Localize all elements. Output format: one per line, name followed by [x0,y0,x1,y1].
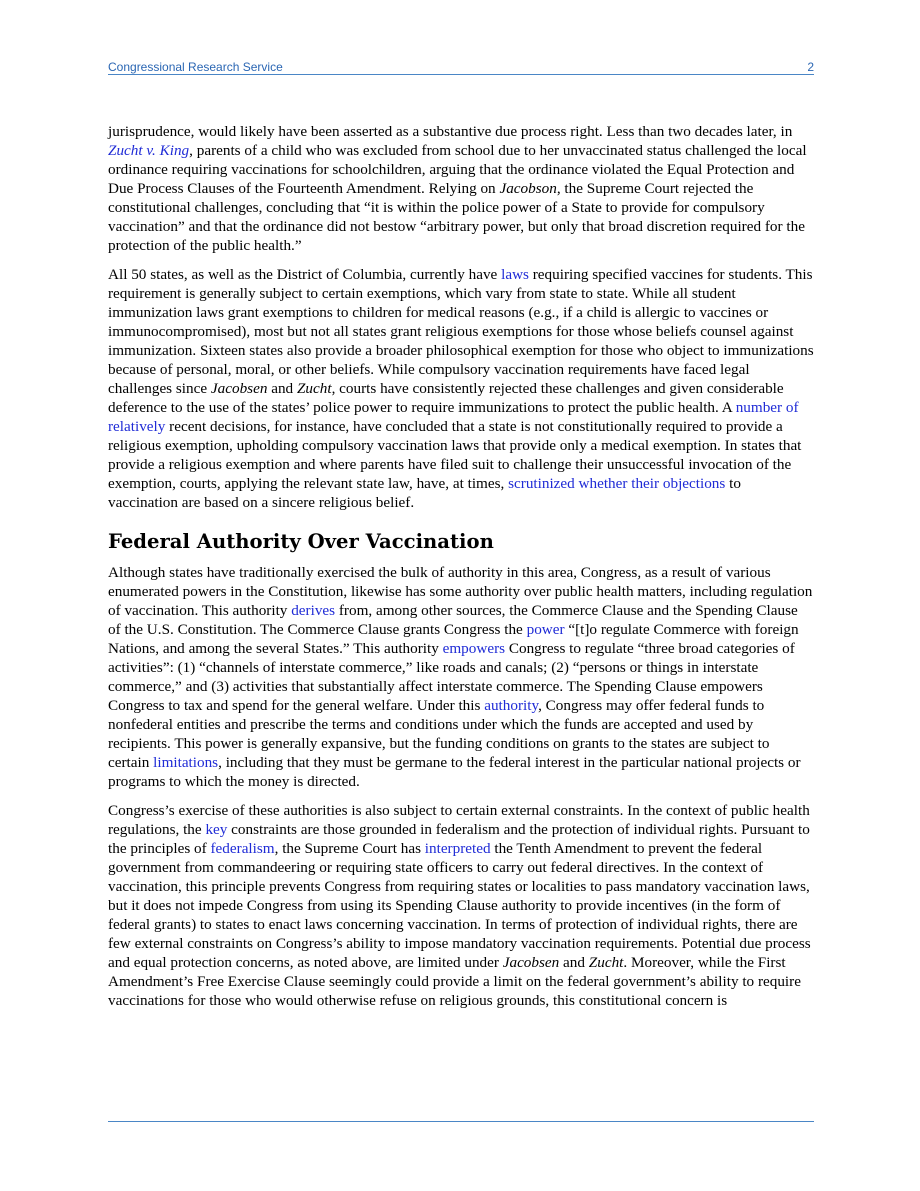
paragraph-state-laws: All 50 states, as well as the District of Columbia, currently have laws requiring specified vaccines for students. This requirement is generally subject to certain exemptions, which vary from state to state. While all student immunization laws grant exemptions to children for medical reasons (e.g., if a child is allergic to vaccines or immunocompromised), most but not all states grant religious exemptions for those whose beliefs counsel against immunization. Sixteen states also provide a broader philosophical exemption for those who object to immunizations because of personal, moral, or other beliefs. While compulsory vaccination requirements have faced legal challenges since Jacobsen and Zucht, courts have consistently rejected these challenges and given considerable deference to the use of the states’ police power to require immunizations to protect the public health. A number of relatively recent decisions, for instance, have concluded that a state is not constitutionally required to provide a religious exemption, upholding compulsory vaccination laws that provide only a medical exemption. In states that provide a religious exemption and where parents have filed suit to challenge their unsuccessful invocation of the exemption, courts, applying the relevant state law, have, at times, scrutinized whether their objections to vaccination are based on a sincere religious belief. [108,266,814,511]
link-authority[interactable]: authority [484,697,539,714]
link-power[interactable]: power [526,621,565,638]
link-derives[interactable]: derives [291,602,336,619]
paragraph-federal-authority: Although states have traditionally exercised the bulk of authority in this area, Congress, as a result of various enumerated powers in the Constitution, likewise has some authority over public health matters, including regulation of vaccination. This authority derives from, among other sources, the Commerce Clause and the Spending Clause of the U.S. Constitution. The Commerce Clause grants Congress the power “[t]o regulate Commerce with foreign Nations, and among the several States.” This authority empowers Congress to regulate “three broad categories of activities”: (1) “channels of interstate commerce,” like roads and canals; (2) “persons or things in interstate commerce,” and (3) activities that substantially affect interstate commerce. The Spending Clause empowers Congress to tax and spend for the general welfare. Under this authority, Congress may offer federal funds to nonfederal entities and prescribe the terms and conditions under which the funds are accepted and used by recipients. This power is generally expansive, but the funding conditions on grants to the states are subject to certain limitations, including that they must be germane to the federal interest in the particular national projects or programs to which the money is directed. [108,564,813,790]
link-key[interactable]: key [205,821,228,838]
paragraph-external-constraints: Congress’s exercise of these authorities is also subject to certain external constraints. In the context of public health regulations, the key constraints are those grounded in federalism and the protection of individual rights. Pursuant to the principles of federalism, the Supreme Court has interpreted the Tenth Amendment to prevent the federal government from commandeering or requiring state officers to carry out federal directives. In the context of vaccination, this principle prevents Congress from requiring states or localities to pass mandatory vaccination laws, but it does not impede Congress from using its Spending Clause authority to provide incentives (in the form of federal grants) to states to enact laws concerning vaccination. In terms of protection of individual rights, there are few external constraints on Congress’s ability to impose mandatory vaccination requirements. Potential due process and equal protection concerns, as noted above, are limited under Jacobsen and Zucht. Moreover, while the First Amendment’s Free Exercise Clause seemingly could provide a limit on the federal government’s ability to require vaccinations for those who would otherwise refuse on religious grounds, this constitutional concern is [108,802,811,1009]
link-scrutinized-objections[interactable]: scrutinized whether their objections [508,475,726,492]
section-heading: Federal Authority Over Vaccination [108,530,494,553]
paragraph-zucht: jurisprudence, would likely have been asserted as a substantive due process right. Less than two decades later, in Zucht v. King, parents of a child who was excluded from school due to her unvaccinated status challenged the local ordinance requiring vaccinations for schoolchildren, arguing that the ordinance violated the Equal Protection and Due Process Clauses of the Fourteenth Amendment. Relying on Jacobson, the Supreme Court rejected the constitutional challenges, concluding that “it is within the police power of a State to provide for compulsory vaccination” and that the ordinance did not bestow “arbitrary power, but only that broad discretion required for the protection of the public health.” [108,123,807,254]
link-laws[interactable]: laws [501,266,529,283]
link-empowers[interactable]: empowers [442,640,506,657]
header-page-number: 2 [807,60,814,74]
page-header [108,58,814,74]
link-zucht-v-king[interactable]: Zucht v. King [108,142,190,159]
footer-divider [108,1121,814,1122]
link-limitations[interactable]: limitations [153,754,219,771]
link-federalism[interactable]: federalism [210,840,275,857]
link-number-of-relatively[interactable]: number of relatively [108,399,799,435]
header-publisher: Congressional Research Service [108,60,283,74]
header-divider [108,74,814,75]
link-interpreted[interactable]: interpreted [424,840,491,857]
document-body [108,122,814,1020]
